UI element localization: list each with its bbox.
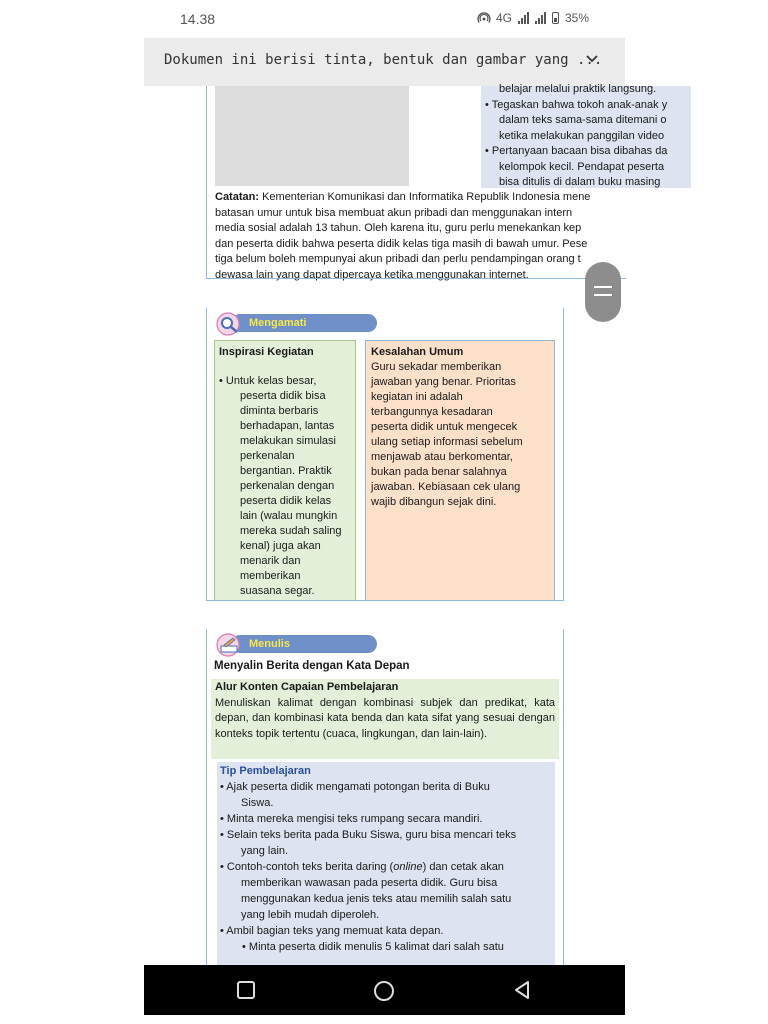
kesalahan-line: jawaban. Kebiasaan cek ulang	[371, 481, 521, 493]
inspirasi-line: berhadapan, lantas	[240, 420, 335, 432]
signal-icon-2	[535, 12, 546, 24]
tip-line: memberikan wawasan pada peserta didik. Guru bisa	[241, 877, 498, 889]
alur-title: Alur Konten Capaian Pembelajaran	[215, 681, 399, 693]
navigation-bar	[144, 965, 625, 1015]
inspirasi-line: perkenalan	[240, 450, 295, 462]
tip-line: • Ambil bagian teks yang memuat kata depan.	[220, 925, 444, 937]
inspirasi-line: melakukan simulasi	[240, 435, 336, 447]
tip-line: Siswa.	[241, 797, 274, 809]
document-notice-bar[interactable]	[144, 38, 625, 86]
hotspot-icon	[478, 12, 490, 24]
bullet-line: dalam teks sama-sama ditemani o	[499, 114, 667, 126]
note-label: Catatan:	[215, 191, 260, 203]
page-mengamati	[206, 308, 564, 601]
note-line: dewasa lain yang dapat dipercaya ketika menggunakan internet.	[215, 268, 529, 281]
kesalahan-line: jawaban yang benar. Prioritas	[371, 376, 516, 388]
bullet-line: • Tegaskan bahwa tokoh anak-anak y	[485, 98, 668, 111]
bullet-line: belajar melalui praktik langsung.	[499, 83, 657, 95]
bullet-line: bisa ditulis di dalam buku masing	[499, 176, 661, 188]
note-line: dan peserta didik bahwa peserta didik kelas tiga masih di bawah umur. Pese	[215, 237, 588, 250]
tip-line: yang lain.	[241, 845, 289, 857]
tip-title: Tip Pembelajaran	[220, 765, 311, 777]
battery-level: 35%	[564, 11, 589, 25]
inspirasi-line: peserta didik kelas	[240, 495, 332, 507]
page-menulis	[206, 629, 564, 969]
banner-label: Menulis	[249, 638, 290, 650]
network-type: 4G	[495, 11, 512, 25]
kesalahan-line: Guru sekadar memberikan	[371, 361, 502, 373]
tip-line: • Minta peserta didik menulis 5 kalimat dari salah satu	[242, 941, 504, 953]
bullet-line: • Pertanyaan bacaan bisa dibahas da	[485, 145, 668, 157]
kesalahan-line: wajib dibangun sejak dini.	[371, 496, 497, 508]
page-divider	[206, 278, 626, 279]
banner-label: Mengamati	[249, 317, 307, 329]
kesalahan-title: Kesalahan Umum	[371, 346, 464, 358]
alur-text: Menuliskan kalimat dengan kombinasi subjek dan predikat, kata depan, dan kombinasi kata benda dan kata sifat yang sesuai dengan konteks topik tertentu (cuaca, lingkungan, dan lain-lain).	[215, 696, 555, 740]
tip-text: • Contoh-contoh teks berita daring (	[220, 861, 394, 873]
note-line: Kementerian Komunikasi dan Informatika Republik Indonesia mene	[259, 191, 591, 203]
chevron-down-icon[interactable]	[585, 52, 599, 66]
note-line: batasan umur untuk bisa membuat akun pribadi dan menggunakan intern	[215, 206, 573, 219]
status-icons	[478, 11, 589, 25]
inspirasi-line: lain (walau mungkin	[240, 510, 338, 522]
tip-line	[220, 859, 552, 875]
tip-line: • Minta mereka mengisi teks rumpang secara mandiri.	[220, 813, 483, 825]
inspirasi-box	[214, 340, 356, 600]
inspirasi-line: mereka sudah saling	[240, 525, 342, 537]
tip-text: ) dan cetak akan	[422, 861, 504, 873]
tip-line: menggunakan kedua jenis teks atau memilih salah satu	[241, 893, 512, 905]
kesalahan-line: bukan pada benar salahnya	[371, 466, 507, 478]
kesalahan-line: ulang setiap informasi sebelum	[371, 436, 523, 448]
tip-line: • Ajak peserta didik mengamati potongan berita di Buku	[220, 781, 490, 793]
tip-text-italic: online	[393, 861, 423, 873]
kesalahan-line: terbangunnya kesadaran	[371, 406, 493, 418]
inspirasi-line: peserta didik bisa	[240, 390, 326, 402]
document-notice-text: Dokumen ini berisi tinta, bentuk dan gambar yang ...	[164, 52, 603, 68]
battery-icon	[552, 12, 559, 24]
inspirasi-line: memberikan	[240, 570, 301, 582]
page-fragment-1	[206, 83, 668, 281]
section-banner	[215, 312, 373, 334]
bullet-list	[485, 82, 695, 191]
inspirasi-line: kenal) juga akan	[240, 540, 321, 552]
scroll-handle[interactable]	[585, 262, 621, 322]
pencil-icon	[215, 633, 243, 657]
inspirasi-line: bergantian. Praktik	[240, 465, 332, 477]
bullet-line: kelompok kecil. Pendapat peserta	[499, 160, 665, 173]
inspirasi-line: • Untuk kelas besar,	[219, 375, 317, 387]
clock: 14.38	[180, 11, 216, 27]
home-icon[interactable]	[373, 980, 395, 1002]
inspirasi-line: diminta berbaris	[240, 405, 319, 417]
kesalahan-line: menjawab atau berkomentar,	[371, 451, 513, 463]
tip-box	[217, 762, 555, 972]
signal-icon	[518, 12, 529, 24]
tip-line: • Selain teks berita pada Buku Siswa, guru bisa mencari teks	[220, 829, 517, 841]
section-title: Menyalin Berita dengan Kata Depan	[214, 660, 410, 672]
note-line: tiga belum boleh mempunyai akun pribadi dan perlu pendampingan orang t	[215, 253, 581, 265]
kesalahan-line: peserta didik untuk mengecek	[371, 421, 518, 433]
note-paragraph	[215, 190, 635, 283]
recents-icon[interactable]	[236, 980, 256, 1000]
bullet-line: ketika melakukan panggilan video	[499, 129, 665, 142]
kesalahan-line: kegiatan ini adalah	[371, 391, 463, 403]
inspirasi-line: perkenalan dengan	[240, 480, 335, 492]
document-viewer[interactable]	[144, 83, 668, 965]
magnifier-icon	[215, 312, 243, 336]
tip-line: yang lebih mudah diperoleh.	[241, 909, 380, 921]
section-banner	[215, 633, 373, 655]
kesalahan-box	[365, 340, 555, 600]
status-bar	[144, 0, 625, 38]
inspirasi-line: menarik dan	[240, 555, 301, 567]
back-icon[interactable]	[512, 980, 532, 1000]
alur-box	[211, 679, 559, 759]
note-line: media sosial adalah 13 tahun. Oleh karena itu, guru perlu menekankan kep	[215, 222, 582, 234]
inspirasi-title: Inspirasi Kegiatan	[219, 346, 314, 358]
inspirasi-line: suasana segar.	[240, 585, 315, 597]
image-placeholder	[215, 86, 409, 186]
